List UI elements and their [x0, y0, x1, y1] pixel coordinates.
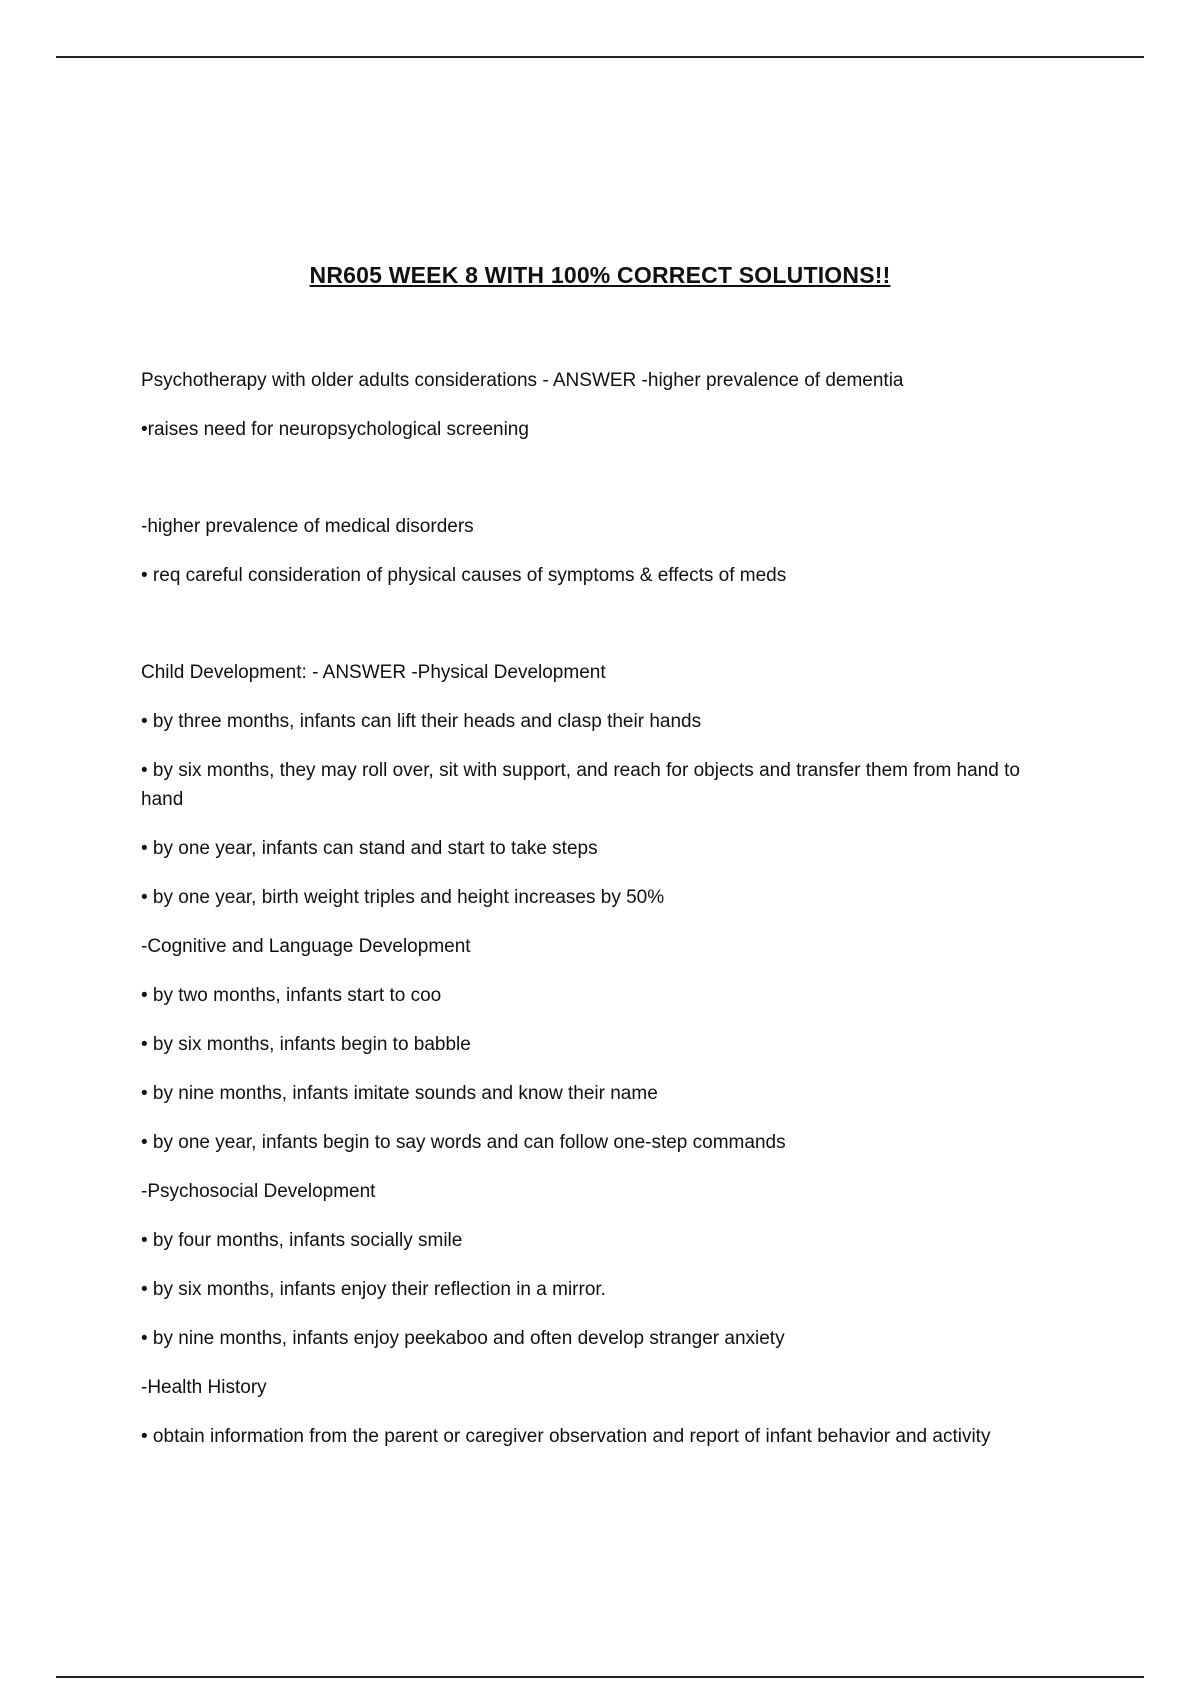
- paragraph-medical-disorders: -higher prevalence of medical disorders: [141, 516, 474, 537]
- paragraph-three-months: • by three months, infants can lift their heads and clasp their hands: [141, 711, 702, 732]
- paragraph-cognitive-heading: -Cognitive and Language Development: [141, 936, 471, 957]
- paragraph-six-months-physical: • by six months, they may roll over, sit with support, and reach for objects and transfer them from hand to hand: [141, 760, 1020, 810]
- document-title: NR605 WEEK 8 WITH 100% CORRECT SOLUTIONS!!: [309, 262, 891, 288]
- paragraph-one-year-steps: • by one year, infants can stand and start to take steps: [141, 838, 598, 859]
- paragraph-nine-months-imitate: • by nine months, infants imitate sounds and know their name: [141, 1083, 658, 1104]
- paragraph-health-history-heading: -Health History: [141, 1377, 267, 1398]
- paragraph-child-development-intro: Child Development: - ANSWER -Physical Development: [141, 662, 606, 683]
- document-body: [141, 366, 1061, 1451]
- paragraph-older-adults-intro: Psychotherapy with older adults considerations - ANSWER -higher prevalence of dementia: [141, 370, 904, 391]
- paragraph-psychosocial-heading: -Psychosocial Development: [141, 1181, 376, 1202]
- paragraph-nine-months-peekaboo: • by nine months, infants enjoy peekaboo and often develop stranger anxiety: [141, 1328, 785, 1349]
- paragraph-two-months: • by two months, infants start to coo: [141, 985, 442, 1006]
- paragraph-four-months: • by four months, infants socially smile: [141, 1230, 463, 1251]
- bottom-rule: [56, 1676, 1144, 1678]
- top-rule: [56, 56, 1144, 58]
- paragraph-six-months-mirror: • by six months, infants enjoy their reflection in a mirror.: [141, 1279, 606, 1300]
- paragraph-one-year-weight: • by one year, birth weight triples and height increases by 50%: [141, 887, 665, 908]
- paragraph-six-months-babble: • by six months, infants begin to babble: [141, 1034, 471, 1055]
- paragraph-neuro-screening: •raises need for neuropsychological screening: [141, 419, 529, 440]
- paragraph-obtain-information: • obtain information from the parent or caregiver observation and report of infant behavior and activity: [141, 1426, 991, 1447]
- paragraph-physical-causes: • req careful consideration of physical causes of symptoms & effects of meds: [141, 565, 787, 586]
- paragraph-one-year-words: • by one year, infants begin to say words and can follow one-step commands: [141, 1132, 786, 1153]
